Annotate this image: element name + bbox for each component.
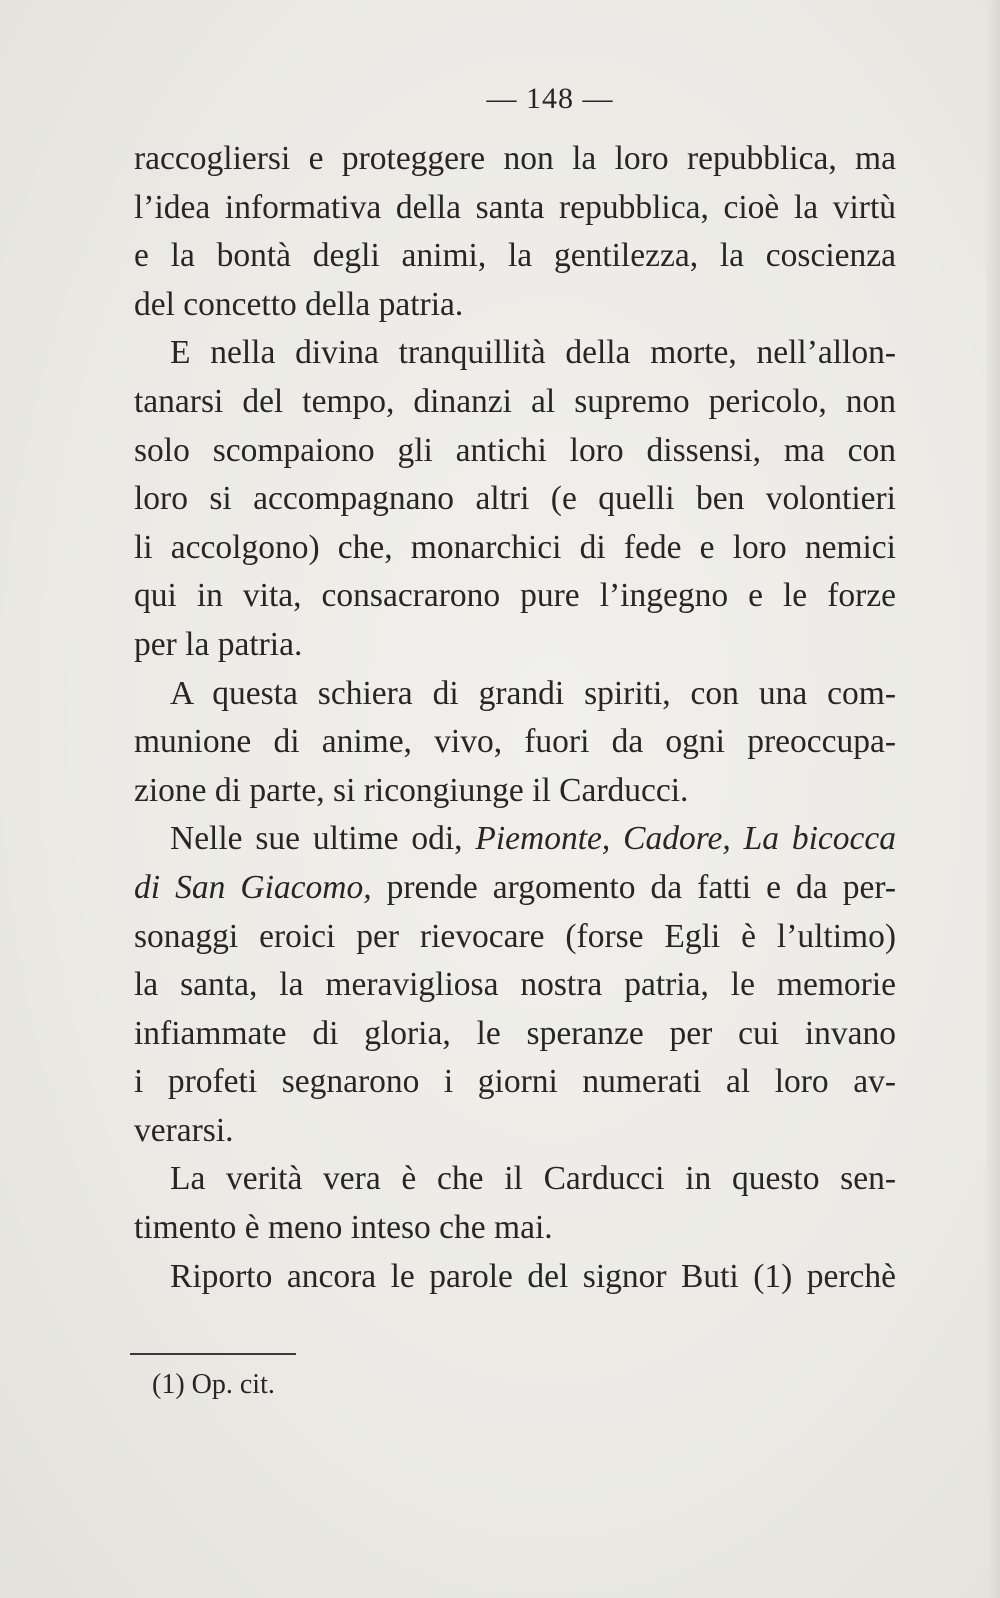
body-text	[134, 135, 896, 1301]
text-line: zione di parte, si ricongiunge il Carducci.	[134, 771, 689, 809]
page-number: — 148 —	[486, 82, 614, 115]
text-line: munione di anime, vivo, fuori da ogni preoccupa-	[134, 723, 896, 761]
text-line: infiammate di gloria, le speranze per cui invano	[134, 1014, 896, 1052]
text-line: qui in vita, consacrarono pure l’ingegno e le forze	[134, 577, 896, 615]
text-line: E nella divina tranquillità della morte, nell’allon-	[170, 334, 896, 372]
text-line: l’idea informativa della santa repubblica, cioè la virtù	[134, 188, 896, 226]
text-line: A questa schiera di grandi spiriti, con una com-	[170, 674, 896, 712]
text-line: timento è meno inteso che mai.	[134, 1209, 553, 1247]
text-line: di San Giacomo, prende argomento da fatti e da per-	[134, 868, 896, 906]
text-line: i profeti segnarono i giorni numerati al loro av-	[134, 1063, 896, 1101]
text-line: La verità vera è che il Carducci in questo sen-	[170, 1160, 896, 1198]
text-line: Nelle sue ultime odi, Piemonte, Cadore, La bicocca	[170, 820, 897, 858]
text-line: loro si accompagnano altri (e quelli ben volontieri	[134, 480, 896, 518]
footnote-rule	[130, 1353, 296, 1355]
page-edge	[986, 0, 1000, 1598]
text-line: raccogliersi e proteggere non la loro repubblica, ma	[134, 140, 896, 177]
text-line: del concetto della patria.	[134, 285, 464, 323]
footnote: (1) Op. cit.	[152, 1369, 275, 1400]
text-line: verarsi.	[134, 1111, 234, 1149]
text-line: e la bontà degli animi, la gentilezza, la coscienza	[134, 237, 896, 275]
text-line: la santa, la meravigliosa nostra patria, le memorie	[134, 966, 896, 1004]
italic-title: di San Giacomo,	[134, 868, 372, 906]
italic-title: Piemonte, Cadore, La bicocca	[475, 820, 897, 858]
text-line: tanarsi del tempo, dinanzi al supremo pericolo, non	[134, 382, 896, 420]
text-line: sonaggi eroici per rievocare (forse Egli è l’ultimo)	[134, 917, 896, 955]
text-line: Riporto ancora le parole del signor Buti (1) perchè	[170, 1257, 896, 1295]
text-line: li accolgono) che, monarchici di fede e loro nemici	[134, 528, 896, 566]
text-line: per la patria.	[134, 625, 303, 663]
text-line: solo scompaiono gli antichi loro dissensi, ma con	[134, 431, 896, 469]
